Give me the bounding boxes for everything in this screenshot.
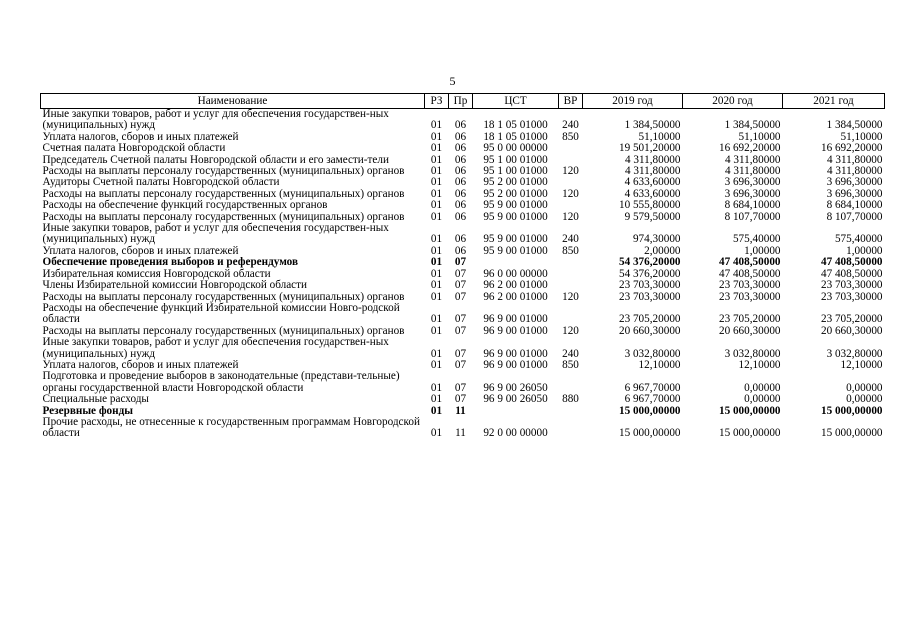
cell-vr: 240 [562, 233, 579, 246]
cell-rz: 01 [430, 119, 443, 132]
cell-2019: 10 555,80000 [618, 199, 681, 212]
table-row [41, 143, 885, 154]
cell-name: Обеспечение проведения выборов и референдумов [42, 256, 299, 269]
cell-2021: 20 660,30000 [820, 324, 883, 337]
cell-2019: 23 703,30000 [618, 279, 681, 292]
header-rz: РЗ [425, 94, 449, 109]
header-vr: ВР [559, 94, 583, 109]
cell-2020: 23 703,30000 [718, 290, 781, 303]
table-row [41, 257, 885, 268]
budget-table [40, 93, 885, 440]
cell-cst: 95 9 00 01000 [483, 210, 548, 223]
cell-vr [559, 200, 583, 211]
cell-2019: 4 311,80000 [624, 153, 681, 166]
cell-pr: 06 [454, 142, 467, 155]
cell-rz: 01 [430, 256, 443, 269]
cell-2020: 3 696,30000 [724, 187, 781, 200]
cell-2021: 4 311,80000 [826, 153, 883, 166]
cell-pr: 07 [454, 324, 467, 337]
cell-cst: 95 1 00 01000 [483, 153, 548, 166]
cell-rz: 01 [430, 210, 443, 223]
cell-pr: 11 [455, 404, 466, 417]
cell-rz: 01 [430, 130, 443, 143]
cell-rz: 01 [430, 290, 443, 303]
cell-name: Расходы на выплаты персоналу государственных (муниципальных) органов [42, 187, 405, 200]
cell-pr: 07 [454, 256, 467, 269]
cell-name: Иные закупки товаров, работ и услуг для обеспечения государствен-ных (муниципальных) нужд [42, 336, 389, 360]
cell-2019: 23 703,30000 [618, 290, 681, 303]
cell-2021: 51,10000 [840, 130, 883, 143]
cell-2021: 23 703,30000 [820, 290, 883, 303]
header-name: Наименование [41, 94, 425, 109]
cell-rz: 01 [430, 404, 443, 417]
cell-vr: 850 [562, 244, 579, 257]
cell-cst: 96 9 00 26050 [483, 381, 548, 394]
cell-2019: 3 032,80000 [624, 347, 681, 360]
header-pr: Пр [449, 94, 473, 109]
cell-cst: 18 1 05 01000 [483, 119, 548, 132]
cell-name: Избирательная комиссия Новгородской области [42, 267, 271, 280]
cell-pr: 06 [454, 199, 467, 212]
cell-rz: 01 [430, 153, 443, 166]
cell-cst: 96 9 00 26050 [483, 393, 548, 406]
cell-pr: 06 [454, 244, 467, 257]
cell-cst: 96 9 00 01000 [483, 358, 548, 371]
cell-2020: 23 703,30000 [718, 279, 781, 292]
table-row [41, 371, 885, 394]
cell-2021: 0,00000 [846, 381, 883, 394]
table-row [41, 280, 885, 291]
cell-rz: 01 [430, 381, 443, 394]
cell-2020: 4 311,80000 [724, 153, 781, 166]
cell-2021: 16 692,20000 [820, 142, 883, 155]
cell-rz: 01 [430, 393, 443, 406]
cell-rz: 01 [430, 358, 443, 371]
cell-cst: 96 2 00 01000 [483, 290, 548, 303]
cell-name: Уплата налогов, сборов и иных платежей [42, 358, 239, 371]
cell-2021: 15 000,00000 [820, 427, 883, 440]
cell-vr [559, 406, 583, 417]
cell-rz: 01 [430, 187, 443, 200]
cell-vr: 880 [562, 393, 579, 406]
cell-pr: 07 [454, 279, 467, 292]
cell-cst: 96 9 00 01000 [483, 347, 548, 360]
cell-vr: 240 [562, 347, 579, 360]
table-row [41, 200, 885, 211]
cell-cst: 96 2 00 01000 [483, 279, 548, 292]
cell-2019: 9 579,50000 [624, 210, 681, 223]
cell-vr: 850 [562, 130, 579, 143]
cell-pr: 06 [454, 176, 467, 189]
cell-2020: 16 692,20000 [718, 142, 781, 155]
cell-pr: 06 [454, 187, 467, 200]
cell-2021: 23 703,30000 [820, 279, 883, 292]
cell-2020: 23 705,20000 [718, 313, 781, 326]
table-row [41, 109, 885, 132]
page-number: 5 [449, 74, 456, 88]
cell-name: Расходы на обеспечение функций государственных органов [42, 199, 328, 212]
cell-2021: 3 696,30000 [826, 187, 883, 200]
cell-name: Расходы на обеспечение функций Избирательной комиссии Новго-родской области [42, 301, 400, 326]
cell-vr [559, 269, 583, 280]
cell-2021: 12,10000 [840, 358, 883, 371]
cell-2021: 8 684,10000 [826, 199, 883, 212]
cell-pr: 06 [454, 153, 467, 166]
cell-2020: 12,10000 [738, 358, 781, 371]
cell-rz: 01 [430, 176, 443, 189]
cell-2019: 4 311,80000 [624, 165, 681, 178]
cell-vr [559, 143, 583, 154]
cell-pr: 07 [454, 290, 467, 303]
cell-name: Прочие расходы, не отнесенные к государственным программам Новгородской области [42, 415, 420, 440]
cell-2019: 12,10000 [638, 358, 681, 371]
cell-name: Члены Избирательной комиссии Новгородской области [42, 279, 308, 292]
cell-2021: 15 000,00000 [820, 404, 883, 417]
cell-name: Резервные фонды [42, 404, 133, 417]
cell-2021: 1,00000 [846, 244, 883, 257]
table-row [41, 337, 885, 360]
header-2019: 2019 год [583, 94, 683, 109]
table-row [41, 223, 885, 246]
cell-pr: 06 [454, 119, 467, 132]
cell-vr [559, 257, 583, 268]
cell-2021: 575,40000 [834, 233, 883, 246]
cell-2021: 8 107,70000 [826, 210, 883, 223]
cell-cst [473, 406, 559, 417]
table-header-row [41, 94, 885, 109]
cell-rz: 01 [430, 279, 443, 292]
cell-vr: 850 [562, 358, 579, 371]
cell-vr: 120 [562, 210, 579, 223]
cell-pr: 06 [454, 210, 467, 223]
cell-2020: 20 660,30000 [718, 324, 781, 337]
cell-vr: 240 [562, 119, 579, 132]
cell-2020: 3 696,30000 [724, 176, 781, 189]
cell-2019: 974,30000 [632, 233, 681, 246]
cell-pr: 07 [454, 267, 467, 280]
cell-2021: 4 311,80000 [826, 165, 883, 178]
cell-2019: 23 705,20000 [618, 313, 681, 326]
cell-2020: 47 408,50000 [718, 256, 781, 269]
table-row [41, 417, 885, 440]
cell-name: Расходы на выплаты персоналу государственных (муниципальных) органов [42, 210, 405, 223]
cell-2021: 23 705,20000 [820, 313, 883, 326]
cell-vr [559, 303, 583, 326]
cell-name: Уплата налогов, сборов и иных платежей [42, 130, 239, 143]
cell-rz: 01 [430, 427, 443, 440]
cell-cst: 95 1 00 01000 [483, 165, 548, 178]
cell-2019: 15 000,00000 [618, 427, 681, 440]
cell-2020: 575,40000 [732, 233, 781, 246]
cell-cst: 95 2 00 01000 [483, 176, 548, 189]
cell-2020: 47 408,50000 [718, 267, 781, 280]
cell-2020: 8 107,70000 [724, 210, 781, 223]
cell-rz: 01 [430, 233, 443, 246]
cell-2020: 1,00000 [744, 244, 781, 257]
cell-2019: 4 633,60000 [624, 176, 681, 189]
cell-cst: 95 9 00 01000 [483, 199, 548, 212]
cell-vr [559, 280, 583, 291]
cell-pr: 11 [455, 427, 466, 440]
cell-name: Специальные расходы [42, 393, 149, 406]
cell-2021: 3 032,80000 [826, 347, 883, 360]
cell-2019: 54 376,20000 [618, 267, 681, 280]
cell-cst [473, 257, 559, 268]
cell-2020: 15 000,00000 [718, 427, 781, 440]
cell-cst: 95 9 00 01000 [483, 244, 548, 257]
cell-name: Подготовка и проведение выборов в законодательные (представи-тельные) органы государственной власти Новгородской области [42, 370, 400, 394]
header-cst: ЦСТ [473, 94, 559, 109]
cell-rz: 01 [430, 142, 443, 155]
cell-2021: 1 384,50000 [826, 119, 883, 132]
table-body [41, 109, 885, 440]
cell-cst: 92 0 00 00000 [483, 427, 548, 440]
header-2020: 2020 год [683, 94, 783, 109]
cell-vr [559, 417, 583, 440]
cell-cst: 95 2 00 01000 [483, 187, 548, 200]
cell-pr: 07 [454, 347, 467, 360]
cell-cst: 96 0 00 00000 [483, 267, 548, 280]
cell-rz: 01 [430, 165, 443, 178]
cell-pr: 07 [454, 313, 467, 326]
cell-name: Расходы на выплаты персоналу государственных (муниципальных) органов [42, 165, 405, 178]
cell-cst: 96 9 00 01000 [483, 313, 548, 326]
cell-2020: 1 384,50000 [724, 119, 781, 132]
cell-2019: 54 376,20000 [618, 256, 681, 269]
cell-2020: 4 311,80000 [724, 165, 781, 178]
cell-name: Аудиторы Счетной палаты Новгородской области [42, 176, 280, 189]
cell-name: Председатель Счетной палаты Новгородской области и его замести-тели [42, 153, 389, 166]
cell-vr: 120 [562, 324, 579, 337]
cell-pr: 07 [454, 358, 467, 371]
cell-2020: 15 000,00000 [718, 404, 781, 417]
cell-2019: 20 660,30000 [618, 324, 681, 337]
cell-cst: 96 9 00 01000 [483, 324, 548, 337]
cell-pr: 06 [454, 233, 467, 246]
cell-vr: 120 [562, 187, 579, 200]
cell-vr: 120 [562, 165, 579, 178]
cell-2019: 15 000,00000 [618, 404, 681, 417]
cell-2020: 51,10000 [738, 130, 781, 143]
cell-2019: 2,00000 [644, 244, 681, 257]
cell-rz: 01 [430, 313, 443, 326]
cell-rz: 01 [430, 244, 443, 257]
cell-2020: 3 032,80000 [724, 347, 781, 360]
cell-2019: 6 967,70000 [624, 393, 681, 406]
cell-2019: 4 633,60000 [624, 187, 681, 200]
cell-name: Счетная палата Новгородской области [42, 142, 226, 155]
cell-vr [559, 371, 583, 394]
cell-2021: 3 696,30000 [826, 176, 883, 189]
cell-rz: 01 [430, 324, 443, 337]
cell-2020: 0,00000 [744, 381, 781, 394]
cell-vr: 120 [562, 290, 579, 303]
cell-name: Расходы на выплаты персоналу государственных (муниципальных) органов [42, 290, 405, 303]
cell-name: Иные закупки товаров, работ и услуг для обеспечения государствен-ных (муниципальных) нужд [42, 222, 389, 246]
cell-cst: 95 9 00 01000 [483, 233, 548, 246]
cell-2021: 0,00000 [846, 393, 883, 406]
cell-2020: 8 684,10000 [724, 199, 781, 212]
cell-rz: 01 [430, 347, 443, 360]
cell-2021: 47 408,50000 [820, 256, 883, 269]
cell-pr: 07 [454, 381, 467, 394]
cell-name: Уплата налогов, сборов и иных платежей [42, 244, 239, 257]
cell-pr: 06 [454, 165, 467, 178]
cell-name: Расходы на выплаты персоналу государственных (муниципальных) органов [42, 324, 405, 337]
cell-pr: 06 [454, 130, 467, 143]
table-row [41, 394, 885, 405]
header-2021: 2021 год [783, 94, 885, 109]
cell-name: Иные закупки товаров, работ и услуг для обеспечения государствен-ных (муниципальных) нужд [42, 108, 389, 132]
cell-2019: 6 967,70000 [624, 381, 681, 394]
table-row [41, 303, 885, 326]
cell-rz: 01 [430, 267, 443, 280]
cell-2021: 47 408,50000 [820, 267, 883, 280]
cell-rz: 01 [430, 199, 443, 212]
cell-2019: 1 384,50000 [624, 119, 681, 132]
cell-2019: 19 501,20000 [618, 142, 681, 155]
cell-cst: 18 1 05 01000 [483, 130, 548, 143]
cell-pr: 07 [454, 393, 467, 406]
cell-cst: 95 0 00 00000 [483, 142, 548, 155]
cell-2019: 51,10000 [638, 130, 681, 143]
cell-2020: 0,00000 [744, 393, 781, 406]
